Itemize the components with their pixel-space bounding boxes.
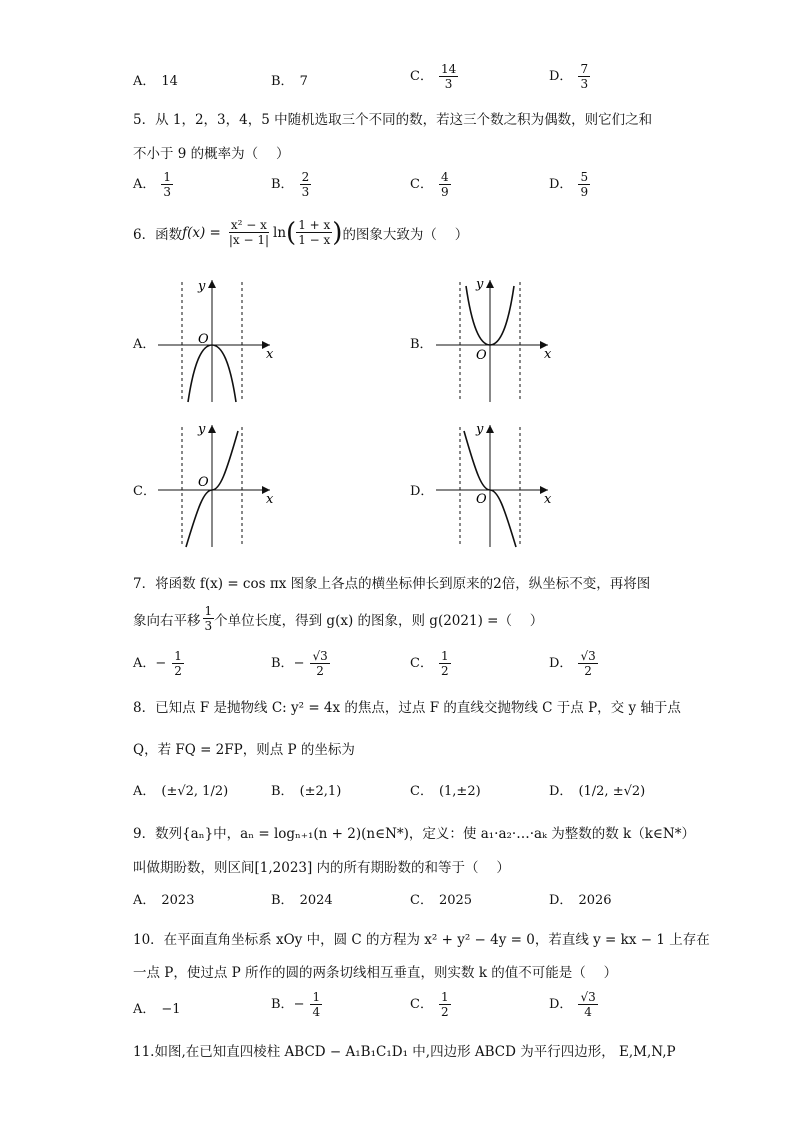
q10-option-c: C． $\frac{1}{2}$ [410,990,449,1019]
q10-stem-line1: 10．在平面直角坐标系 xOy 中，圆 C 的方程为 x² + y² − 4y = 0，若直线 y = kx − 1 上存在 [133,932,710,948]
axis-x-label: x [544,492,552,507]
origin-label: O [476,492,487,507]
origin-label: O [476,348,487,363]
origin-label: O [198,475,209,490]
q6-label-a: A． [133,337,156,352]
q8-stem-line1: 8．已知点 F 是抛物线 C: y² = 4x 的焦点，过点 F 的直线交抛物线 C 于点 P，交 y 轴于点 [133,700,681,716]
axis-y-label: y [198,279,206,294]
q10-option-a: A． −1 [133,1002,181,1017]
q7-option-b: B．− $\frac{√3}{2}$ [271,649,328,678]
axis-x-label: x [266,347,274,362]
axis-x-label: x [266,492,274,507]
q7-option-c: C． $\frac{1}{2}$ [410,649,449,678]
q8-option-d: D． (1/2, ±√2) [549,784,646,799]
q4-option-a: A． 14 [133,74,178,89]
q8-option-b: B． (±2,1) [271,784,342,799]
q11-stem-line1: 11.如图,在已知直四棱柱 ABCD − A₁B₁C₁D₁ 中,四边形 ABCD 为平行四边形， E,M,N,P [133,1044,676,1060]
q6-label-c: C． [133,484,156,499]
q7-option-a: A．− $\frac{1}{2}$ [133,649,182,678]
q5-stem-line1: 5．从 1，2，3，4，5 中随机选取三个不同的数，若这三个数之积为偶数，则它们之和 [133,112,653,128]
q10-option-b: B．− $\frac{1}{4}$ [271,990,321,1019]
q6-graph-a [150,272,290,407]
q9-stem-line2: 叫做期盼数，则区间[1,2023] 内的所有期盼数的和等于（ ） [133,860,510,876]
q7-stem-line2: 象向右平移 $\frac{1}{3}$ 个单位长度，得到 g(x) 的图象，则 g(2021) =（ ） [133,604,544,633]
axis-y-label: y [476,422,484,437]
q5-option-a: A． $\frac{1}{3}$ [133,170,172,199]
q9-option-c: C． 2025 [410,893,473,908]
q5-stem-line2: 不小于 9 的概率为（ ） [133,146,290,162]
axis-x-label: x [544,347,552,362]
q6-graph-d [428,417,568,552]
q10-option-d: D． $\frac{√3}{4}$ [549,990,596,1019]
q5-option-d: D． $\frac{5}{9}$ [549,170,589,199]
q5-option-b: B． $\frac{2}{3}$ [271,170,310,199]
q10-stem-line2: 一点 P，使过点 P 所作的圆的两条切线相互垂直，则实数 k 的值不可能是（ ） [133,965,618,981]
q4-option-b: B． 7 [271,74,308,89]
q4-option-d: D． $\frac{7}{3}$ [549,62,589,91]
axis-y-label: y [198,422,206,437]
q9-option-d: D． 2026 [549,893,612,908]
axis-y-label: y [476,277,484,292]
q5-option-c: C． $\frac{4}{9}$ [410,170,449,199]
q7-stem-line1: 7．将函数 f(x) = cos πx 图象上各点的横坐标伸长到原来的2倍，纵坐标不变，再将图 [133,576,651,592]
q6-label-b: B． [410,337,433,352]
q7-option-d: D． $\frac{√3}{2}$ [549,649,596,678]
q8-option-a: A． (±√2, 1/2) [133,784,229,799]
q9-stem-line1: 9．数列{aₙ}中，aₙ = logₙ₊₁(n + 2)(n∈N*)，定义：使 a₁·a₂·…·aₖ 为整数的数 k（k∈N*） [133,826,695,842]
q9-option-a: A． 2023 [133,893,195,908]
q6-graph-c [150,417,290,552]
q9-option-b: B． 2024 [271,893,333,908]
q6-stem: 6．函数 f(x) = $\frac{\text{x² − x}}{|x - 1|}$ ln ( $\frac{1 + x}{1 - x}$ ) 的图象大致为（ ） [133,217,469,248]
q8-option-c: C． (1,±2) [410,784,481,799]
q6-graph-b [428,272,568,407]
q8-stem-line2: Q，若 FQ = 2FP，则点 P 的坐标为 [133,742,355,758]
q4-option-c: C． $\frac{14}{3}$ [410,62,457,91]
origin-label: O [198,332,209,347]
q6-label-d: D． [410,484,434,499]
